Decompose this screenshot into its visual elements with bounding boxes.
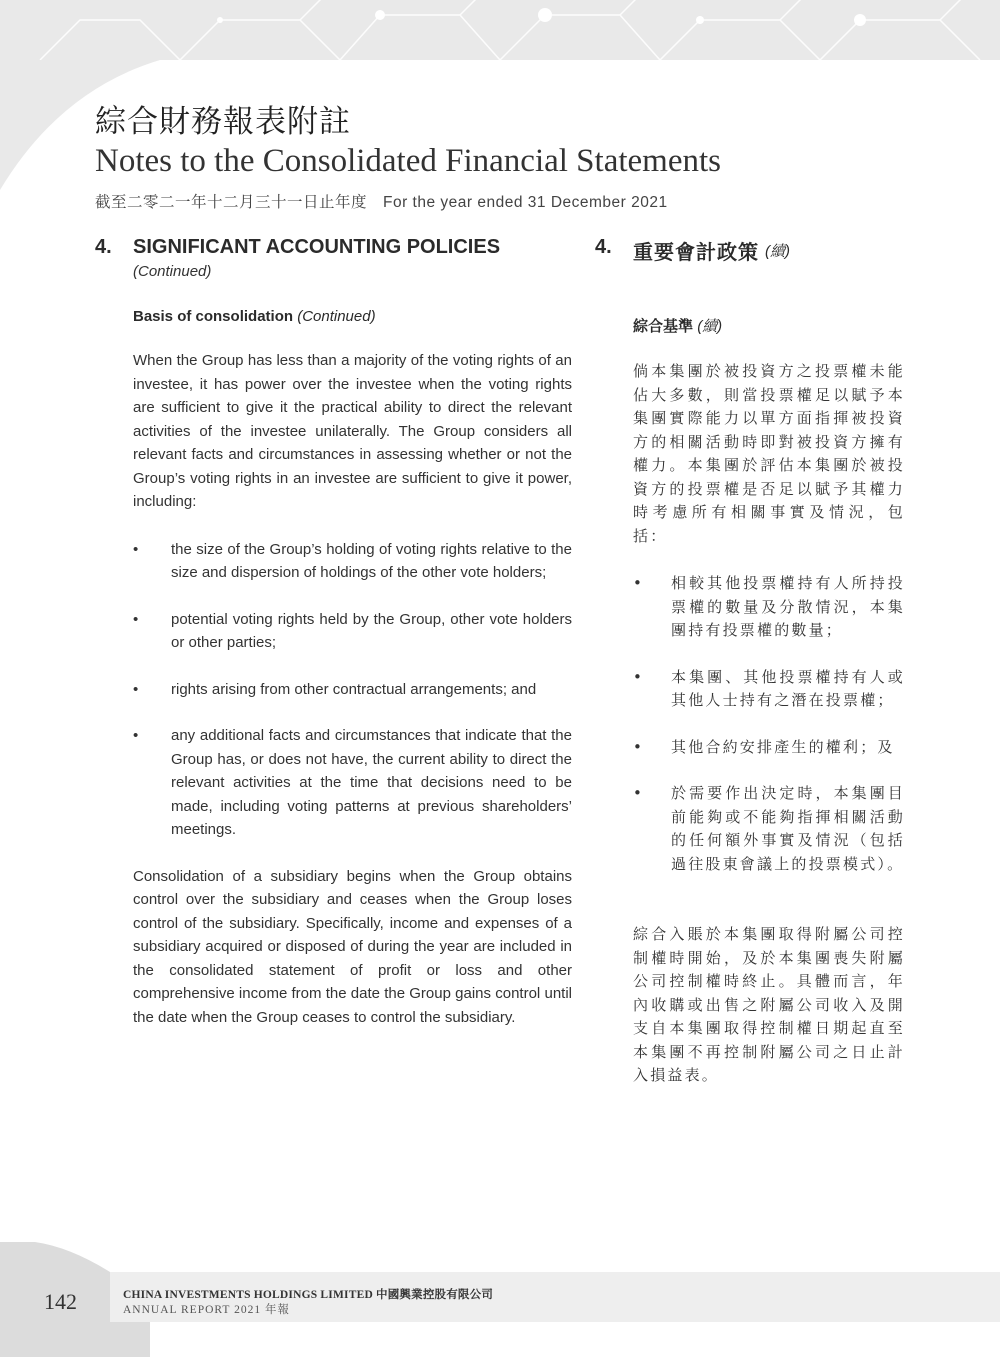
list-item-text: the size of the Group’s holding of voting rights relative to the size and dispersion of holdings of the other vote holders; (171, 540, 572, 581)
header-pattern-band (0, 0, 1000, 60)
subheading-zh (633, 315, 905, 336)
page-title-english: Notes to the Consolidated Financial Statements (95, 143, 721, 179)
bullet-icon: • (133, 680, 139, 698)
page-title-chinese: 綜合財務報表附註 (95, 104, 351, 140)
subheading (133, 308, 572, 325)
page-subtitle: 截至二零二一年十二月三十一日止年度 For the year ended 31 December 2021 (95, 194, 668, 211)
report-name: ANNUAL REPORT 2021 年報 (123, 1304, 290, 1316)
subheading-continued: (Continued) (297, 308, 376, 325)
chinese-column (595, 236, 905, 1088)
section-title-zh: 重要會計政策 (633, 242, 759, 264)
bullet-icon: • (633, 574, 645, 592)
section-title: SIGNIFICANT ACCOUNTING POLICIES (133, 236, 501, 258)
list-item-text: 其他合約安排產生的權利；及 (671, 737, 895, 756)
bullet-icon: • (633, 667, 645, 686)
list-item-text: 本集團、其他投票權持有人或其他人士持有之潛在投票權； (671, 667, 905, 709)
hexagon-pattern (0, 0, 1000, 60)
section-heading-zh (595, 236, 905, 265)
bullet-icon: • (633, 737, 645, 756)
paragraph-consolidation: Consolidation of a subsidiary begins when the Group obtains control over the subsidiary and ceases when the Group loses control of the subsidiary. Specifically, income and expenses of a subsidiary acquired or disposed of during the year are included in the consolidated statement of profit or loss and other comprehensive income from the date the Group gains control until the date when the Group ceases to control the subsidiary. (133, 867, 572, 1026)
paragraph-voting-rights: When the Group has less than a majority of the voting rights of an investee, it has power over the investee when the voting rights are sufficient to give it the practical ability to direct the relevant activities of the investee unilaterally. The Group considers all relevant facts and circumstances in assessing whether or not the Group’s voting rights in an investee are sufficient to give it power, including: (133, 352, 572, 510)
subheading-text: Basis of consolidation (133, 308, 294, 325)
list-item-text: rights arising from other contractual arrangements; and (171, 680, 537, 698)
section-number: 4. (95, 236, 112, 258)
section-heading (95, 236, 572, 259)
list-item-text: 於需要作出決定時，本集團目前能夠或不能夠指揮相關活動的任何額外事實及情況（包括過往股東會議上的投票模式）。 (671, 784, 905, 873)
english-column (95, 236, 572, 1029)
list-item (133, 608, 572, 655)
bullet-icon: • (133, 727, 139, 744)
list-item (133, 724, 572, 842)
paragraph-voting-rights-zh: 倘本集團於被投資方之投票權未能佔大多數，則當投票權足以賦予本集團實際能力以單方面指揮被投資方的相關活動時即對被投資方擁有權力。本集團於評估本集團於被投資方的投票權是否足以賦予其權力時考慮所有相關事實及情況，包括： (633, 362, 905, 545)
list-item-text: potential voting rights held by the Group, other vote holders or other parties; (171, 610, 572, 651)
company-name: CHINA INVESTMENTS HOLDINGS LIMITED 中國興業控股有限公司 (123, 1289, 494, 1301)
bullet-icon: • (133, 540, 139, 558)
list-item-text: any additional facts and circumstances that indicate that the Group has, or does not have, the current ability to direct the relevant activities at the time that decisions need to be made, including voting patterns at previous shareholders’ meetings. (171, 727, 572, 838)
subheading-continued-zh: (續) (697, 318, 723, 335)
subheading-text-zh: 綜合基準 (633, 318, 694, 335)
list-item (633, 572, 905, 643)
page-number: 142 (44, 1289, 77, 1314)
list-item (133, 678, 572, 702)
list-item (633, 666, 905, 713)
section-continued: (Continued) (133, 263, 212, 280)
paragraph-consolidation-zh: 綜合入賬於本集團取得附屬公司控制權時開始，及於本集團喪失附屬公司控制權時終止。具體而言，年內收購或出售之附屬公司收入及開支自本集團取得控制權日期起直至本集團不再控制附屬公司之日止計入損益表。 (633, 925, 905, 1084)
section-continued-zh: (續) (765, 243, 790, 260)
bullet-icon: • (133, 610, 139, 628)
list-item (633, 782, 905, 876)
section-number-zh: 4. (595, 236, 612, 258)
list-item (633, 736, 905, 760)
list-item-text: 相較其他投票權持有人所持投票權的數量及分散情況，本集團持有投票權的數量； (671, 574, 905, 639)
list-item (133, 538, 572, 585)
bullet-icon: • (633, 784, 645, 802)
page-header (95, 96, 721, 212)
